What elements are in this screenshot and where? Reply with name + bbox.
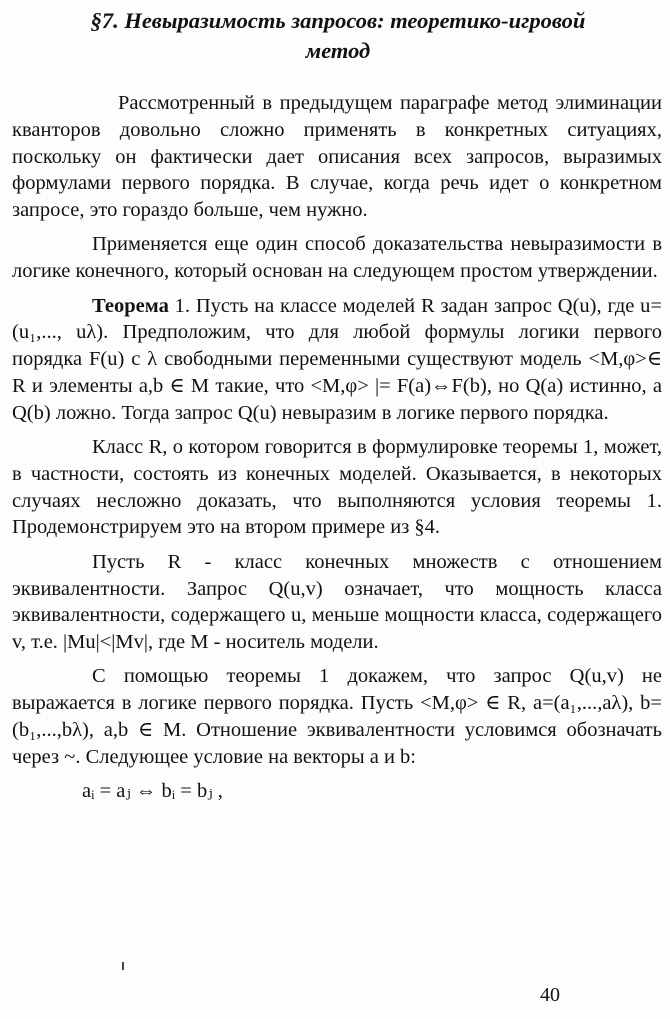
- paragraph-class-r: Класс R, о котором говорится в формулировке теоремы 1, может, в частности, состоять из конечных моделей. Оказывается, в некоторых случаях несложно доказать, что выполняются условия теоремы 1. Продемонстрируем это на втором примере из §4.: [12, 436, 662, 539]
- paragraph-method-intro: Применяется еще один способ доказательства невыразимости в логике конечного, который основан на следующем простом утверждении.: [12, 233, 662, 283]
- theorem-text: 1. Пусть на классе моделей R задан запрос Q(u), где u=(u₁,..., uλ). Предположим, что для любой формулы логики первого порядка F(u) с λ свободными переменными существуют модель <M,φ>∈ R и элементы a,b ∈ M такие, что <M,φ> |= F(a)⇔F(b), но Q(a) истинно, а Q(b) ложно. Тогда запрос Q(u) невыразим в логике первого порядка.: [12, 294, 662, 424]
- section-heading-line-2: метод: [305, 38, 371, 63]
- section-heading: [18, 6, 658, 66]
- print-mark: [122, 962, 124, 970]
- section-heading-line-1: §7. Невыразимость запросов: теоретико-игровой: [90, 8, 586, 33]
- vector-condition-formula: aᵢ = aⱼ ⇔ bᵢ = bⱼ ,: [82, 780, 223, 803]
- paragraph-equivalence-query: Пусть R - класс конечных множеств с отношением эквивалентности. Запрос Q(u,v) означает, что мощность класса эквивалентности, содержащего u, меньше мощности класса, содержащего v, т.е. |Mu|<|Mv|, где M - носитель модели.: [12, 550, 662, 654]
- page-number: 40: [540, 984, 560, 1006]
- paragraph-quantifier-elimination: Рассмотренный в предыдущем параграфе метод элиминации кванторов довольно сложно применять в конкретных ситуациях, поскольку он фактически дает описания всех запросов, выразимых формулами первого порядка. В случае, когда речь идет о конкретном запросе, это гораздо больше, чем нужно.: [12, 92, 662, 222]
- paragraph-theorem-1: [12, 293, 662, 427]
- theorem-label: Теорема: [92, 294, 169, 317]
- page-body: [12, 90, 662, 804]
- paragraph-proof-start: С помощью теоремы 1 докажем, что запрос Q(u,v) не выражается в логике первого порядка. Пусть <M,φ> ∈ R, a=(a₁,...,aλ), b=(b₁,...,bλ), a,b ∈ M. Отношение эквивалентности условимся обозначать через ~. Следующее условие на векторы a и b:: [12, 665, 662, 768]
